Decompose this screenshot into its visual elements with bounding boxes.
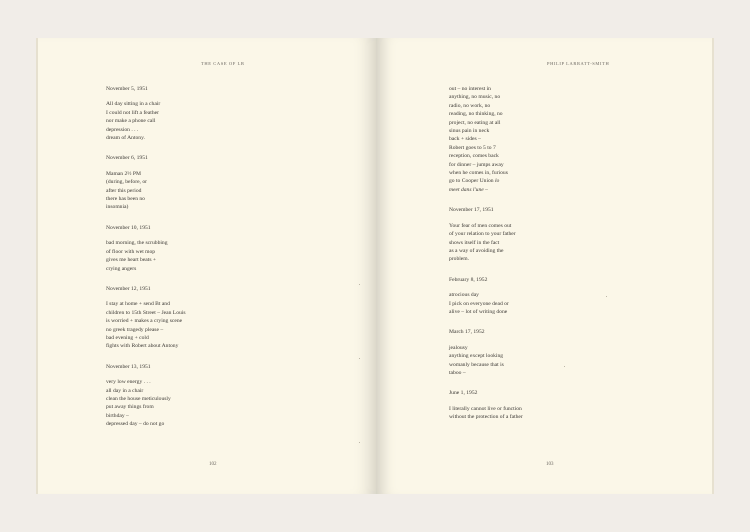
entry-line: womanly because that is <box>449 361 504 368</box>
diary-entry <box>449 206 523 263</box>
entry-line: I pick on everyone dead or <box>449 300 509 307</box>
entry-line-italic-tail: lo <box>495 178 500 185</box>
entry-line: taboo – <box>449 369 466 376</box>
entry-line: shows itself in the fact <box>449 239 500 246</box>
paper-speck <box>606 296 607 297</box>
entry-line: depression . . . <box>106 126 139 133</box>
entry-line: depressed day – do not go <box>106 421 165 428</box>
entry-line: as a way of avoiding the <box>449 247 504 254</box>
right-running-head: PHILIP LARRATT-SMITH <box>547 61 610 66</box>
entry-line: jealousy <box>449 344 468 351</box>
entry-line: reading, no thinking, no <box>449 111 503 118</box>
entry-date: November 17, 1951 <box>449 207 494 214</box>
entry-line: gives me heart beats + <box>106 257 157 264</box>
diary-entry <box>106 85 186 142</box>
diary-entry <box>106 363 186 429</box>
entry-line: children to 15th Street – Jean Louis <box>106 309 186 316</box>
entry-date: November 5, 1951 <box>106 86 148 92</box>
right-text-column <box>449 85 523 434</box>
entry-date: November 10, 1951 <box>106 224 151 231</box>
entry-line: birthday – <box>106 412 129 419</box>
entry-line: Robert goes to 5 to 7 <box>449 144 496 151</box>
entry-line: radio, no work, no <box>449 102 491 109</box>
entry-line-italic: meet dans l'une – <box>449 186 488 193</box>
diary-entry <box>106 285 186 351</box>
entry-line: bad evening + cold <box>106 334 149 341</box>
entry-line: nor make a phone call <box>106 118 156 125</box>
entry-date: February 8, 1952 <box>449 276 488 283</box>
right-page <box>376 38 714 494</box>
entry-line: (during, before, or <box>106 179 148 186</box>
diary-entry <box>106 154 186 211</box>
entry-line: problem. <box>449 256 470 263</box>
entry-line: I could not lift a feather <box>106 109 159 116</box>
entry-date: November 12, 1951 <box>106 285 151 292</box>
entry-line: Maman 2½ PM <box>106 170 141 177</box>
entry-line: anything, no music, no <box>449 94 501 101</box>
entry-line: put away things from <box>106 404 154 411</box>
entry-line: without the protection of a father <box>449 414 523 421</box>
diary-entry <box>449 328 523 377</box>
diary-entry <box>106 224 186 273</box>
entry-line: atrocious day <box>449 292 479 299</box>
entry-date: June 1, 1952 <box>449 390 478 397</box>
entry-line: after this period <box>106 187 142 194</box>
binding-dot <box>359 358 360 359</box>
open-book <box>36 38 714 494</box>
entry-line: of floor with wet mop <box>106 248 156 255</box>
left-text-column <box>106 85 186 441</box>
entry-line: there has been no <box>106 196 145 203</box>
entry-line: project, no eating at all <box>449 119 501 126</box>
binding-dot <box>359 442 360 443</box>
entry-line: All day sitting in a chair <box>106 101 161 108</box>
binding-dot <box>359 284 360 285</box>
entry-line: anything except looking <box>449 353 504 360</box>
entry-line: back + sides – <box>449 136 481 143</box>
entry-line: for dinner – jumps away <box>449 161 504 168</box>
entry-line: alive – lot of writing done <box>449 308 508 315</box>
entry-continuation <box>449 85 523 194</box>
entry-date: November 13, 1951 <box>106 363 151 370</box>
entry-line: sinus pain in neck <box>449 128 490 135</box>
entry-line <box>449 177 523 185</box>
entry-line: I stay at home + send Bt and <box>106 301 170 308</box>
entry-date: March 17, 1952 <box>449 329 485 336</box>
entry-line: no greek tragedy please – <box>106 326 164 333</box>
left-page <box>36 38 376 494</box>
entry-line: crying angers <box>106 265 137 272</box>
entry-line: is worried + makes a crying scene <box>106 318 183 325</box>
paper-speck <box>564 366 565 367</box>
left-running-head: THE CASE OF LB <box>201 61 245 66</box>
right-page-number: 103 <box>546 462 554 467</box>
entry-line: fights with Robert about Antony <box>106 343 179 350</box>
diary-entry <box>449 276 523 317</box>
entry-line: very low energy . . . <box>106 379 151 386</box>
entry-line-text: go to Cooper Union <box>449 178 494 185</box>
diary-entry <box>449 389 523 421</box>
entry-date: November 6, 1951 <box>106 155 148 162</box>
entry-line: I literally cannot live or function <box>449 405 522 412</box>
entry-line: all day in a chair <box>106 387 144 394</box>
entry-line: dream of Antony. <box>106 135 145 142</box>
entry-line: reception, comes back <box>449 153 499 160</box>
left-page-number: 102 <box>209 462 217 467</box>
entry-line: of your relation to your father <box>449 231 516 238</box>
entry-line: Your fear of men comes out <box>449 222 512 229</box>
entry-line: clean the house meticulously <box>106 395 171 402</box>
entry-line: when he comes in, furious <box>449 170 508 177</box>
entry-line: out – no interest in <box>449 86 491 92</box>
entry-line: bad morning, the scrubbing <box>106 240 168 247</box>
entry-line: insomnia) <box>106 204 129 211</box>
